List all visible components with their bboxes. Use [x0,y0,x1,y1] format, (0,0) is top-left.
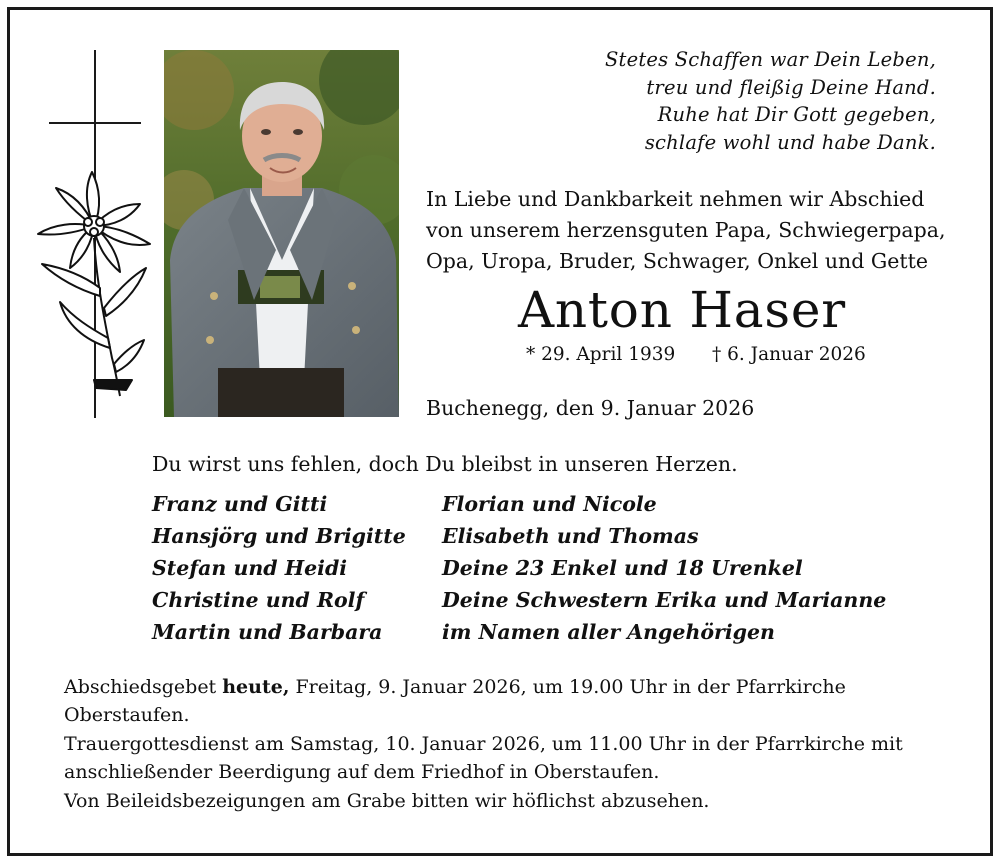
mourner-entry: Deine 23 Enkel und 18 Urenkel [442,556,803,580]
poem-line: Stetes Schaffen war Dein Leben, [605,48,936,71]
prayer-notice [64,674,944,729]
deceased-name: Anton Haser [518,281,846,339]
mourner-entry: Martin und Barbara [152,620,383,644]
mourner-entry: im Namen aller Angehörigen [442,620,775,644]
poem-line: treu und fleißig Deine Hand. [646,75,936,99]
prayer-today: heute, [222,676,290,698]
mourner-entry: Florian und Nicole [442,492,657,516]
mourner-entry: Franz und Gitti [152,492,328,516]
poem [605,46,936,156]
funeral-service-notice: Trauergottesdienst am Samstag, 10. Januar 2026, um 11.00 Uhr in der Pfarrkirche mit anschließender Beerdigung auf dem Friedhof in Oberstaufen. [64,733,903,783]
service-notices [64,674,944,818]
intro-text [426,184,946,277]
portrait-photo [164,50,399,417]
death-date: † 6. Januar 2026 [712,344,866,365]
mourners-left [152,488,406,648]
intro-line: Opa, Uropa, Bruder, Schwager, Onkel und Gette [426,249,929,273]
edelweiss-icon [34,168,156,404]
mourner-entry: Christine und Rolf [152,588,365,612]
birth-date: * 29. April 1939 [526,344,676,365]
poem-line: Ruhe hat Dir Gott gegeben, [657,103,936,126]
prayer-details: Freitag, 9. Januar 2026, um 19.00 Uhr in der Pfarrkirche Oberstaufen. [64,676,846,726]
mourner-entry: Deine Schwestern Erika und Marianne [442,588,887,612]
mourners-right [442,488,886,648]
prayer-prefix: Abschiedsgebet [64,676,223,698]
mourner-entry: Stefan und Heidi [152,556,348,580]
poem-line: schlafe wohl und habe Dank. [644,130,936,154]
intro-line: von unserem herzensguten Papa, Schwiegerpapa, [426,218,946,242]
farewell-line: Du wirst uns fehlen, doch Du bleibst in unseren Herzen. [152,452,738,476]
condolences-notice: Von Beileidsbezeigungen am Grabe bitten wir höflichst abzusehen. [64,790,710,812]
intro-line: In Liebe und Dankbarkeit nehmen wir Abschied [426,187,925,211]
mourner-entry: Hansjörg und Brigitte [152,524,406,548]
place-date: Buchenegg, den 9. Januar 2026 [426,396,755,420]
mourner-entry: Elisabeth und Thomas [442,524,699,548]
